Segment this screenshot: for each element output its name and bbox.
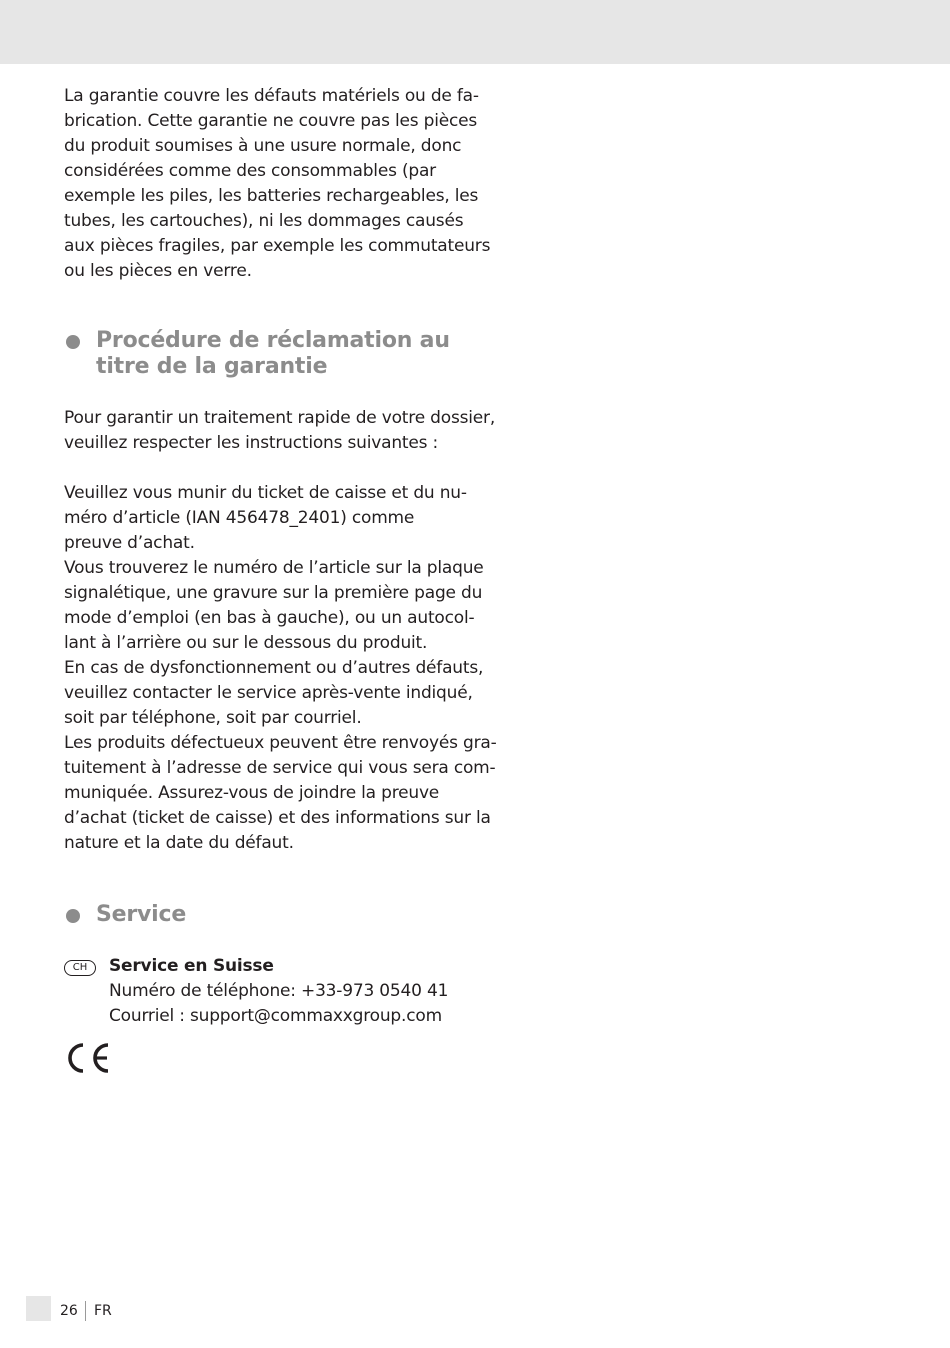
text-line: veuillez respecter les instructions suivantes : — [64, 433, 439, 453]
claim-intro-paragraph — [64, 406, 496, 456]
text-line: ou les pièces en verre. — [64, 261, 252, 281]
claim-instructions-paragraph — [64, 481, 497, 856]
heading-line: Procédure de réclamation au — [96, 328, 450, 353]
text-line: brication. Cette garantie ne couvre pas les pièces — [64, 111, 478, 131]
heading-line: Service — [96, 902, 187, 927]
service-heading — [64, 902, 484, 928]
text-line: soit par téléphone, soit par courriel. — [64, 708, 362, 728]
text-line: méro d’article (IAN 456478_2401) comme — [64, 508, 415, 528]
top-header-band — [0, 0, 950, 64]
page-language: FR — [94, 1303, 112, 1319]
text-line: Pour garantir un traitement rapide de votre dossier, — [64, 408, 496, 428]
service-title: Service en Suisse — [109, 956, 274, 976]
text-line: du produit soumises à une usure normale, donc — [64, 136, 462, 156]
service-email: Courriel : support@commaxxgroup.com — [109, 1006, 442, 1026]
text-line: aux pièces fragiles, par exemple les commutateurs — [64, 236, 491, 256]
text-line: tubes, les cartouches), ni les dommages causés — [64, 211, 464, 231]
page-number: 26 — [60, 1303, 78, 1319]
text-line: veuillez contacter le service après-vente indiqué, — [64, 683, 473, 703]
text-line: considérées comme des consommables (par — [64, 161, 436, 181]
text-line: Les produits défectueux peuvent être renvoyés gra- — [64, 733, 497, 753]
text-line: muniquée. Assurez-vous de joindre la preuve — [64, 783, 440, 803]
swiss-service-contact — [64, 954, 484, 1029]
warranty-paragraph — [64, 84, 491, 284]
text-line: mode d’emploi (en bas à gauche), ou un autocol- — [64, 608, 475, 628]
footer-marker-box — [26, 1296, 51, 1321]
country-badge-icon: CH — [64, 960, 96, 976]
footer-divider — [85, 1301, 86, 1321]
text-line: nature et la date du défaut. — [64, 833, 294, 853]
bullet-dot-icon — [66, 335, 80, 349]
text-line: En cas de dysfonctionnement ou d’autres défauts, — [64, 658, 484, 678]
service-phone: Numéro de téléphone: +33-973 0540 41 — [109, 981, 449, 1001]
text-line: Veuillez vous munir du ticket de caisse et du nu- — [64, 483, 467, 503]
text-line: d’achat (ticket de caisse) et des informations sur la — [64, 808, 491, 828]
claim-procedure-heading — [64, 328, 484, 380]
ce-conformity-mark-icon — [64, 1041, 110, 1075]
text-line: Vous trouverez le numéro de l’article sur la plaque — [64, 558, 484, 578]
heading-line: titre de la garantie — [96, 354, 328, 379]
text-line: La garantie couvre les défauts matériels ou de fa- — [64, 86, 479, 106]
text-line: preuve d’achat. — [64, 533, 195, 553]
text-line: exemple les piles, les batteries rechargeables, les — [64, 186, 479, 206]
text-line: signalétique, une gravure sur la première page du — [64, 583, 483, 603]
bullet-dot-icon — [66, 909, 80, 923]
text-line: tuitement à l’adresse de service qui vous sera com- — [64, 758, 496, 778]
text-line: lant à l’arrière ou sur le dessous du produit. — [64, 633, 428, 653]
